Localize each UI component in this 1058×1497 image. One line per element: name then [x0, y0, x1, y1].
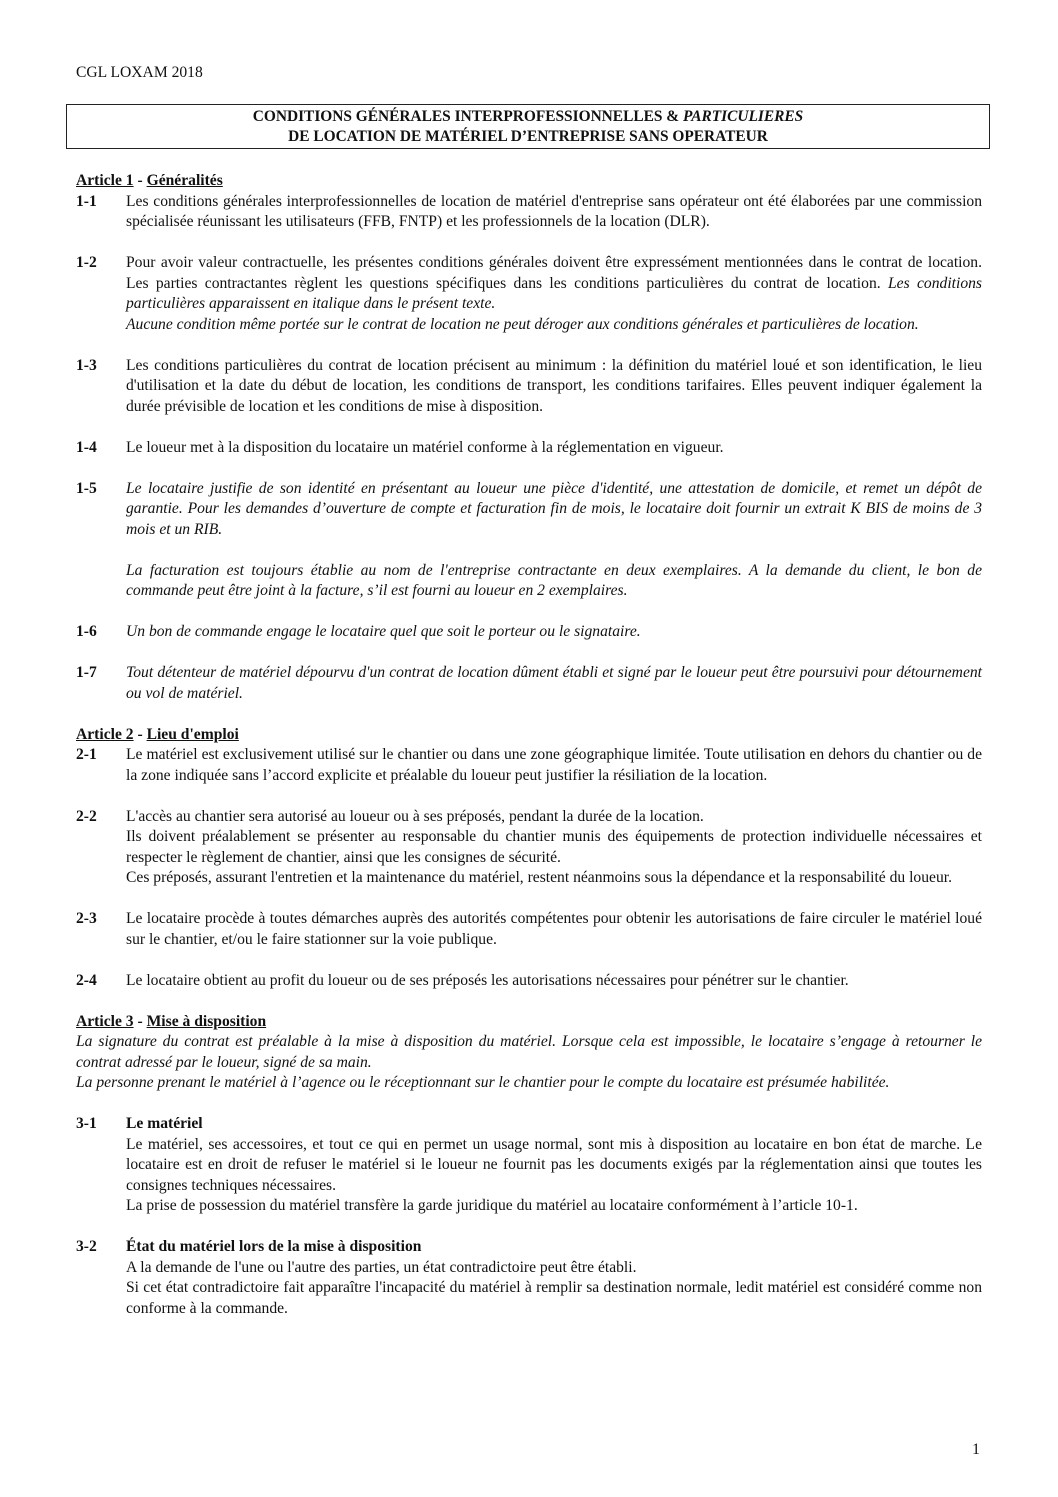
clause-2-3	[76, 909, 982, 950]
title-line-1	[67, 107, 989, 127]
clause-number: 1-1	[76, 192, 97, 210]
clause-number: 2-2	[76, 807, 97, 825]
clause-text: Le loueur met à la disposition du locataire un matériel conforme à la réglementation en vigueur.	[126, 438, 724, 456]
clause-1-5	[76, 479, 982, 602]
clause-text-block	[126, 807, 982, 889]
clause-1-7	[76, 663, 982, 704]
clause-heading: État du matériel lors de la mise à disposition	[126, 1238, 422, 1255]
clause-text: Le matériel, ses accessoires, et tout ce qui en permet un usage normal, sont mis à disposition au locataire en bon état de marche. Le locataire est en droit de refuser le matériel si le loueur ne fournit pas les documents exigés par la réglementation ainsi que toutes les consignes techniques nécessaires.	[126, 1135, 982, 1194]
clause-text-italic: Les conditions particulières apparaissent en italique dans le présent texte.	[126, 274, 982, 312]
clause-text: Les conditions générales interprofessionnelles de location de matériel d'entreprise sans opérateur ont été élaborées par une commission spécialisée réunissant les utilisateurs (FFB, FNTP) et les professionnels de la location (DLR).	[126, 192, 982, 230]
clause-text-italic: Un bon de commande engage le locataire quel que soit le porteur ou le signataire.	[126, 623, 641, 640]
article-1-label: Article 1	[76, 172, 134, 189]
page-number: 1	[972, 1441, 980, 1458]
clause-number: 1-6	[76, 623, 97, 640]
clause-number: 1-5	[76, 479, 97, 497]
clause-2-4	[76, 971, 982, 992]
title-line-1-regular: CONDITIONS GÉNÉRALES INTERPROFESSIONNELLES &	[252, 108, 683, 125]
clause-text: L'accès au chantier sera autorisé au loueur ou à ses préposés, pendant la durée de la location.	[126, 807, 704, 825]
clause-text: Ces préposés, assurant l'entretien et la maintenance du matériel, restent néanmoins sous la dépendance et la responsabilité du loueur.	[126, 869, 952, 886]
clause-text-italic: Aucune condition même portée sur le contrat de location ne peut déroger aux conditions générales et particulières de location.	[126, 315, 919, 333]
article-2-separator: -	[133, 725, 147, 743]
article-2-heading	[76, 725, 982, 746]
clause-1-2	[76, 253, 982, 335]
clause-text: Ils doivent préalablement se présenter au responsable du chantier munis des équipements de protection individuelle nécessaires et respecter le règlement de chantier, ainsi que les consignes de sécurité.	[126, 828, 982, 866]
article-3-title: Mise à disposition	[146, 1012, 267, 1030]
document-header: CGL LOXAM 2018	[76, 64, 203, 81]
clause-number: 3-2	[76, 1238, 97, 1255]
clause-text-block	[126, 1114, 982, 1217]
article-3-intro-text: La personne prenant le matériel à l’agence ou le réceptionnant sur le chantier pour le compte du locataire est présumée habilitée.	[76, 1074, 890, 1091]
clause-heading: Le matériel	[126, 1115, 203, 1132]
clause-3-1	[76, 1114, 982, 1217]
clause-3-2	[76, 1237, 982, 1319]
article-2-title: Lieu d'emploi	[146, 725, 239, 743]
clause-number: 1-4	[76, 438, 97, 456]
clause-text: Le locataire procède à toutes démarches auprès des autorités compétentes pour obtenir les autorisations de faire circuler le matériel loué sur le chantier, et/ou le faire stationner sur la voie publique.	[126, 910, 982, 948]
clause-text-block	[126, 253, 982, 335]
article-3-separator: -	[133, 1012, 147, 1030]
clause-number: 3-1	[76, 1115, 97, 1132]
clause-text-italic: La facturation est toujours établie au nom de l'entreprise contractante en deux exemplaires. A la demande du client, le bon de commande peut être joint à la facture, s’il est fourni au loueur en 2 exemplaires.	[126, 561, 982, 599]
document-title-box	[66, 104, 990, 149]
title-line-2: DE LOCATION DE MATÉRIEL D’ENTREPRISE SANS OPERATEUR	[288, 128, 768, 145]
article-3-intro	[76, 1032, 982, 1094]
clause-text-italic: Tout détenteur de matériel dépourvu d'un contrat de location dûment établi et signé par le loueur peut être poursuivi pour détournement ou vol de matériel.	[126, 664, 982, 702]
clause-text-italic: Le locataire justifie de son identité en présentant au loueur une pièce d'identité, une attestation de domicile, et remet un dépôt de garantie. Pour les demandes d’ouverture de compte et facturation fin de mois, le locataire doit fournir un extrait K BIS de moins de 3 mois et un RIB.	[126, 479, 982, 538]
clause-2-2	[76, 807, 982, 889]
article-3-label: Article 3	[76, 1012, 134, 1030]
document-body	[76, 171, 982, 1340]
title-line-1-italic: PARTICULIERES	[682, 108, 804, 125]
article-1-title: Généralités	[146, 172, 223, 189]
clause-2-1	[76, 745, 982, 786]
article-1-separator: -	[133, 172, 147, 189]
clause-1-4	[76, 438, 982, 459]
clause-number: 1-3	[76, 356, 97, 374]
clause-number: 2-3	[76, 910, 97, 927]
clause-text: A la demande de l'une ou l'autre des parties, un état contradictoire peut être établi.	[126, 1258, 637, 1276]
clause-text-block	[126, 479, 982, 602]
article-3-heading	[76, 1012, 982, 1033]
clause-number: 2-4	[76, 971, 97, 989]
clause-number: 2-1	[76, 746, 97, 763]
clause-text: Si cet état contradictoire fait apparaître l'incapacité du matériel à remplir sa destination normale, ledit matériel est considéré comme non conforme à la commande.	[126, 1279, 982, 1317]
article-2-label: Article 2	[76, 725, 134, 743]
article-1-heading	[76, 171, 982, 192]
clause-text-block	[126, 1237, 982, 1319]
clause-1-1	[76, 192, 982, 233]
clause-number: 1-7	[76, 664, 97, 681]
clause-text: Pour avoir valeur contractuelle, les présentes conditions générales doivent être expressément mentionnées dans le contrat de location. Les parties contractantes règlent les questions spécifiques dans les conditions particulières du contrat de location.	[126, 254, 982, 292]
article-3-intro-text: La signature du contrat est préalable à la mise à disposition du matériel. Lorsque cela est impossible, le locataire s’engage à retourner le contrat adressé par le loueur, signé de sa main.	[76, 1033, 982, 1071]
clause-text: Le matériel est exclusivement utilisé sur le chantier ou dans une zone géographique limitée. Toute utilisation en dehors du chantier ou de la zone indiquée sans l’accord explicite et préalable du loueur peut justifier la résiliation de la location.	[126, 746, 982, 784]
clause-text: Le locataire obtient au profit du loueur ou de ses préposés les autorisations nécessaires pour pénétrer sur le chantier.	[126, 971, 849, 989]
clause-number: 1-2	[76, 254, 97, 271]
clause-1-6	[76, 622, 982, 643]
clause-1-3	[76, 356, 982, 418]
clause-text: Les conditions particulières du contrat de location précisent au minimum : la définition du matériel loué et son identification, le lieu d'utilisation et la date du début de location, les conditions de transport, les conditions tarifaires. Elles peuvent indiquer également la durée prévisible de location et les conditions de mise à disposition.	[126, 356, 982, 415]
clause-text: La prise de possession du matériel transfère la garde juridique du matériel au locataire conformément à l’article 10-1.	[126, 1197, 858, 1214]
